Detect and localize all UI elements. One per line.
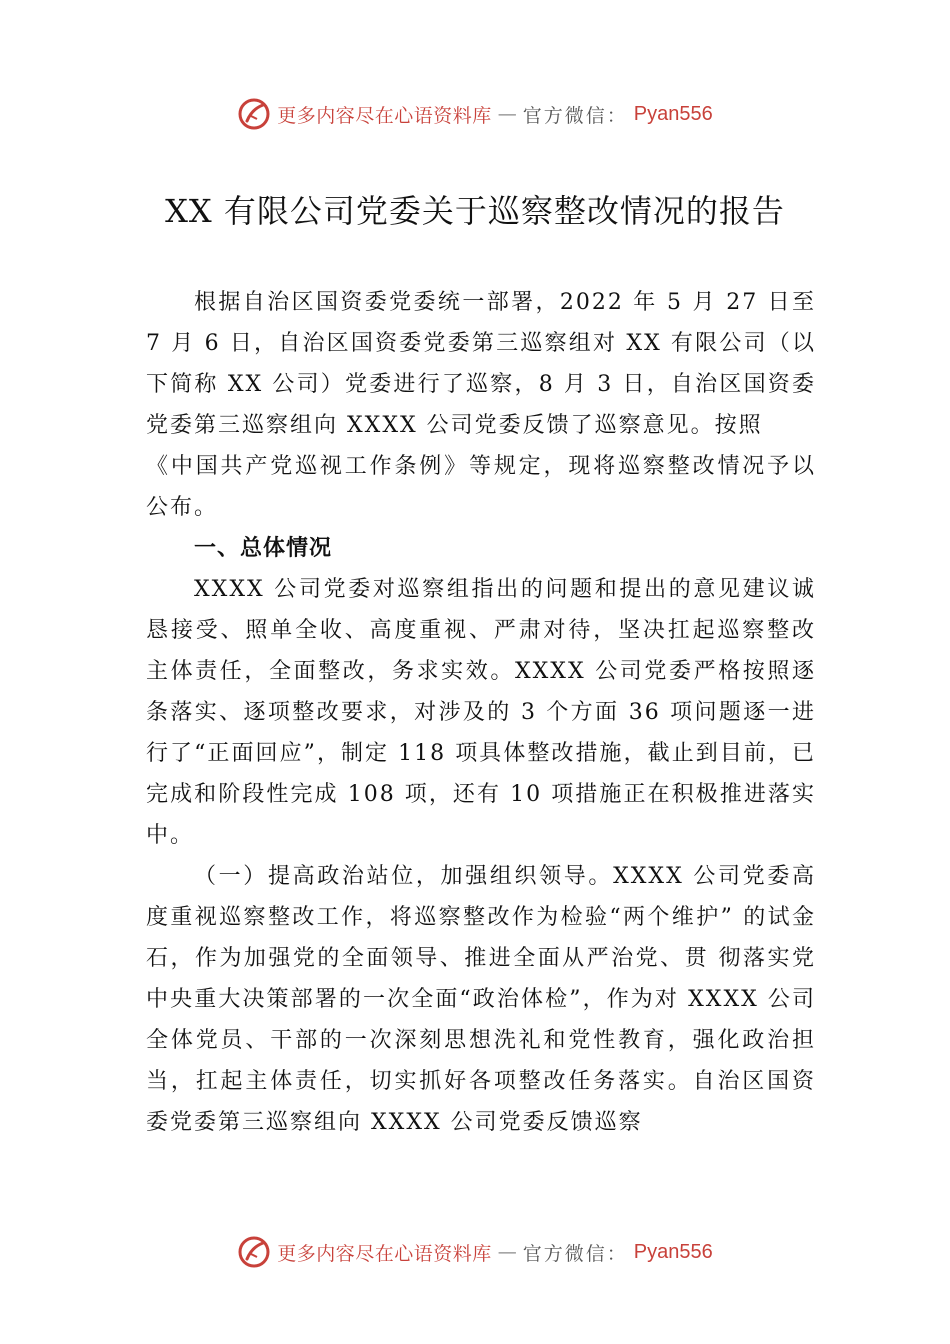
- banner-text: 更多内容尽在心语资料库: [277, 104, 492, 127]
- banner-wechat-label: 官方微信：: [522, 1242, 628, 1265]
- paragraph-overview: XXXX 公司党委对巡察组指出的问题和提出的意见建议诚恳接受、照单全收、高度重视、严肃对待，坚决扛起巡察整改主体责任，全面整改，务求实效。XXXX 公司党委严格按照逐条落实、逐项整改要求，对涉及的 3 个方面 36 项问题逐一进行了“正面回应”，制定 118 项具体整改措施，截止到目前，已完成和阶段性完成 108 项，还有 10 项措施正在积极推进落实中。: [146, 577, 816, 848]
- banner-wechat-id: Pyan556: [633, 1240, 713, 1263]
- banner-wechat-label: 官方微信：: [522, 104, 628, 127]
- header-watermark-banner: [0, 94, 950, 134]
- banner-separator: —: [497, 103, 517, 125]
- paragraph-intro-continued: 《中国共产党巡视工作条例》等规定，现将巡察整改情况予以公布。: [146, 454, 816, 520]
- section-heading-overview: 一、总体情况: [194, 536, 333, 561]
- banner-separator: —: [497, 1241, 517, 1263]
- paragraph-intro: 根据自治区国资委党委统一部署，2022 年 5 月 27 日至 7 月 6 日，自治区国资委党委第三巡察组对 XX 有限公司（以下简称 XX 公司）党委进行了巡察，8 月 3 日，自治区国资委党委第三巡察组向 XXXX 公司党委反馈了巡察意见。按照: [146, 290, 816, 438]
- document-body: [146, 282, 816, 1143]
- brush-logo-icon: [237, 97, 271, 131]
- document-title: XX 有限公司党委关于巡察整改情况的报告: [165, 192, 785, 230]
- paragraph-political-stance: （一）提高政治站位，加强组织领导。XXXX 公司党委高度重视巡察整改工作，将巡察整改作为检验“两个维护” 的试金石，作为加强党的全面领导、推进全面从严治党、贯 彻落实党中央重大决策部署的一次全面“政治体检”，作为对 XXXX 公司全体党员、干部的一次深刻思想洗礼和党性教育，强化政治担当，扛起主体责任，切实抓好各项整改任务落实。自治区国资委党委第三巡察组向 XXXX 公司党委反馈巡察: [146, 864, 816, 1135]
- banner-text: 更多内容尽在心语资料库: [277, 1242, 492, 1265]
- banner-wechat-id: Pyan556: [633, 102, 713, 125]
- footer-watermark-banner: [0, 1232, 950, 1272]
- brush-logo-icon: [237, 1235, 271, 1269]
